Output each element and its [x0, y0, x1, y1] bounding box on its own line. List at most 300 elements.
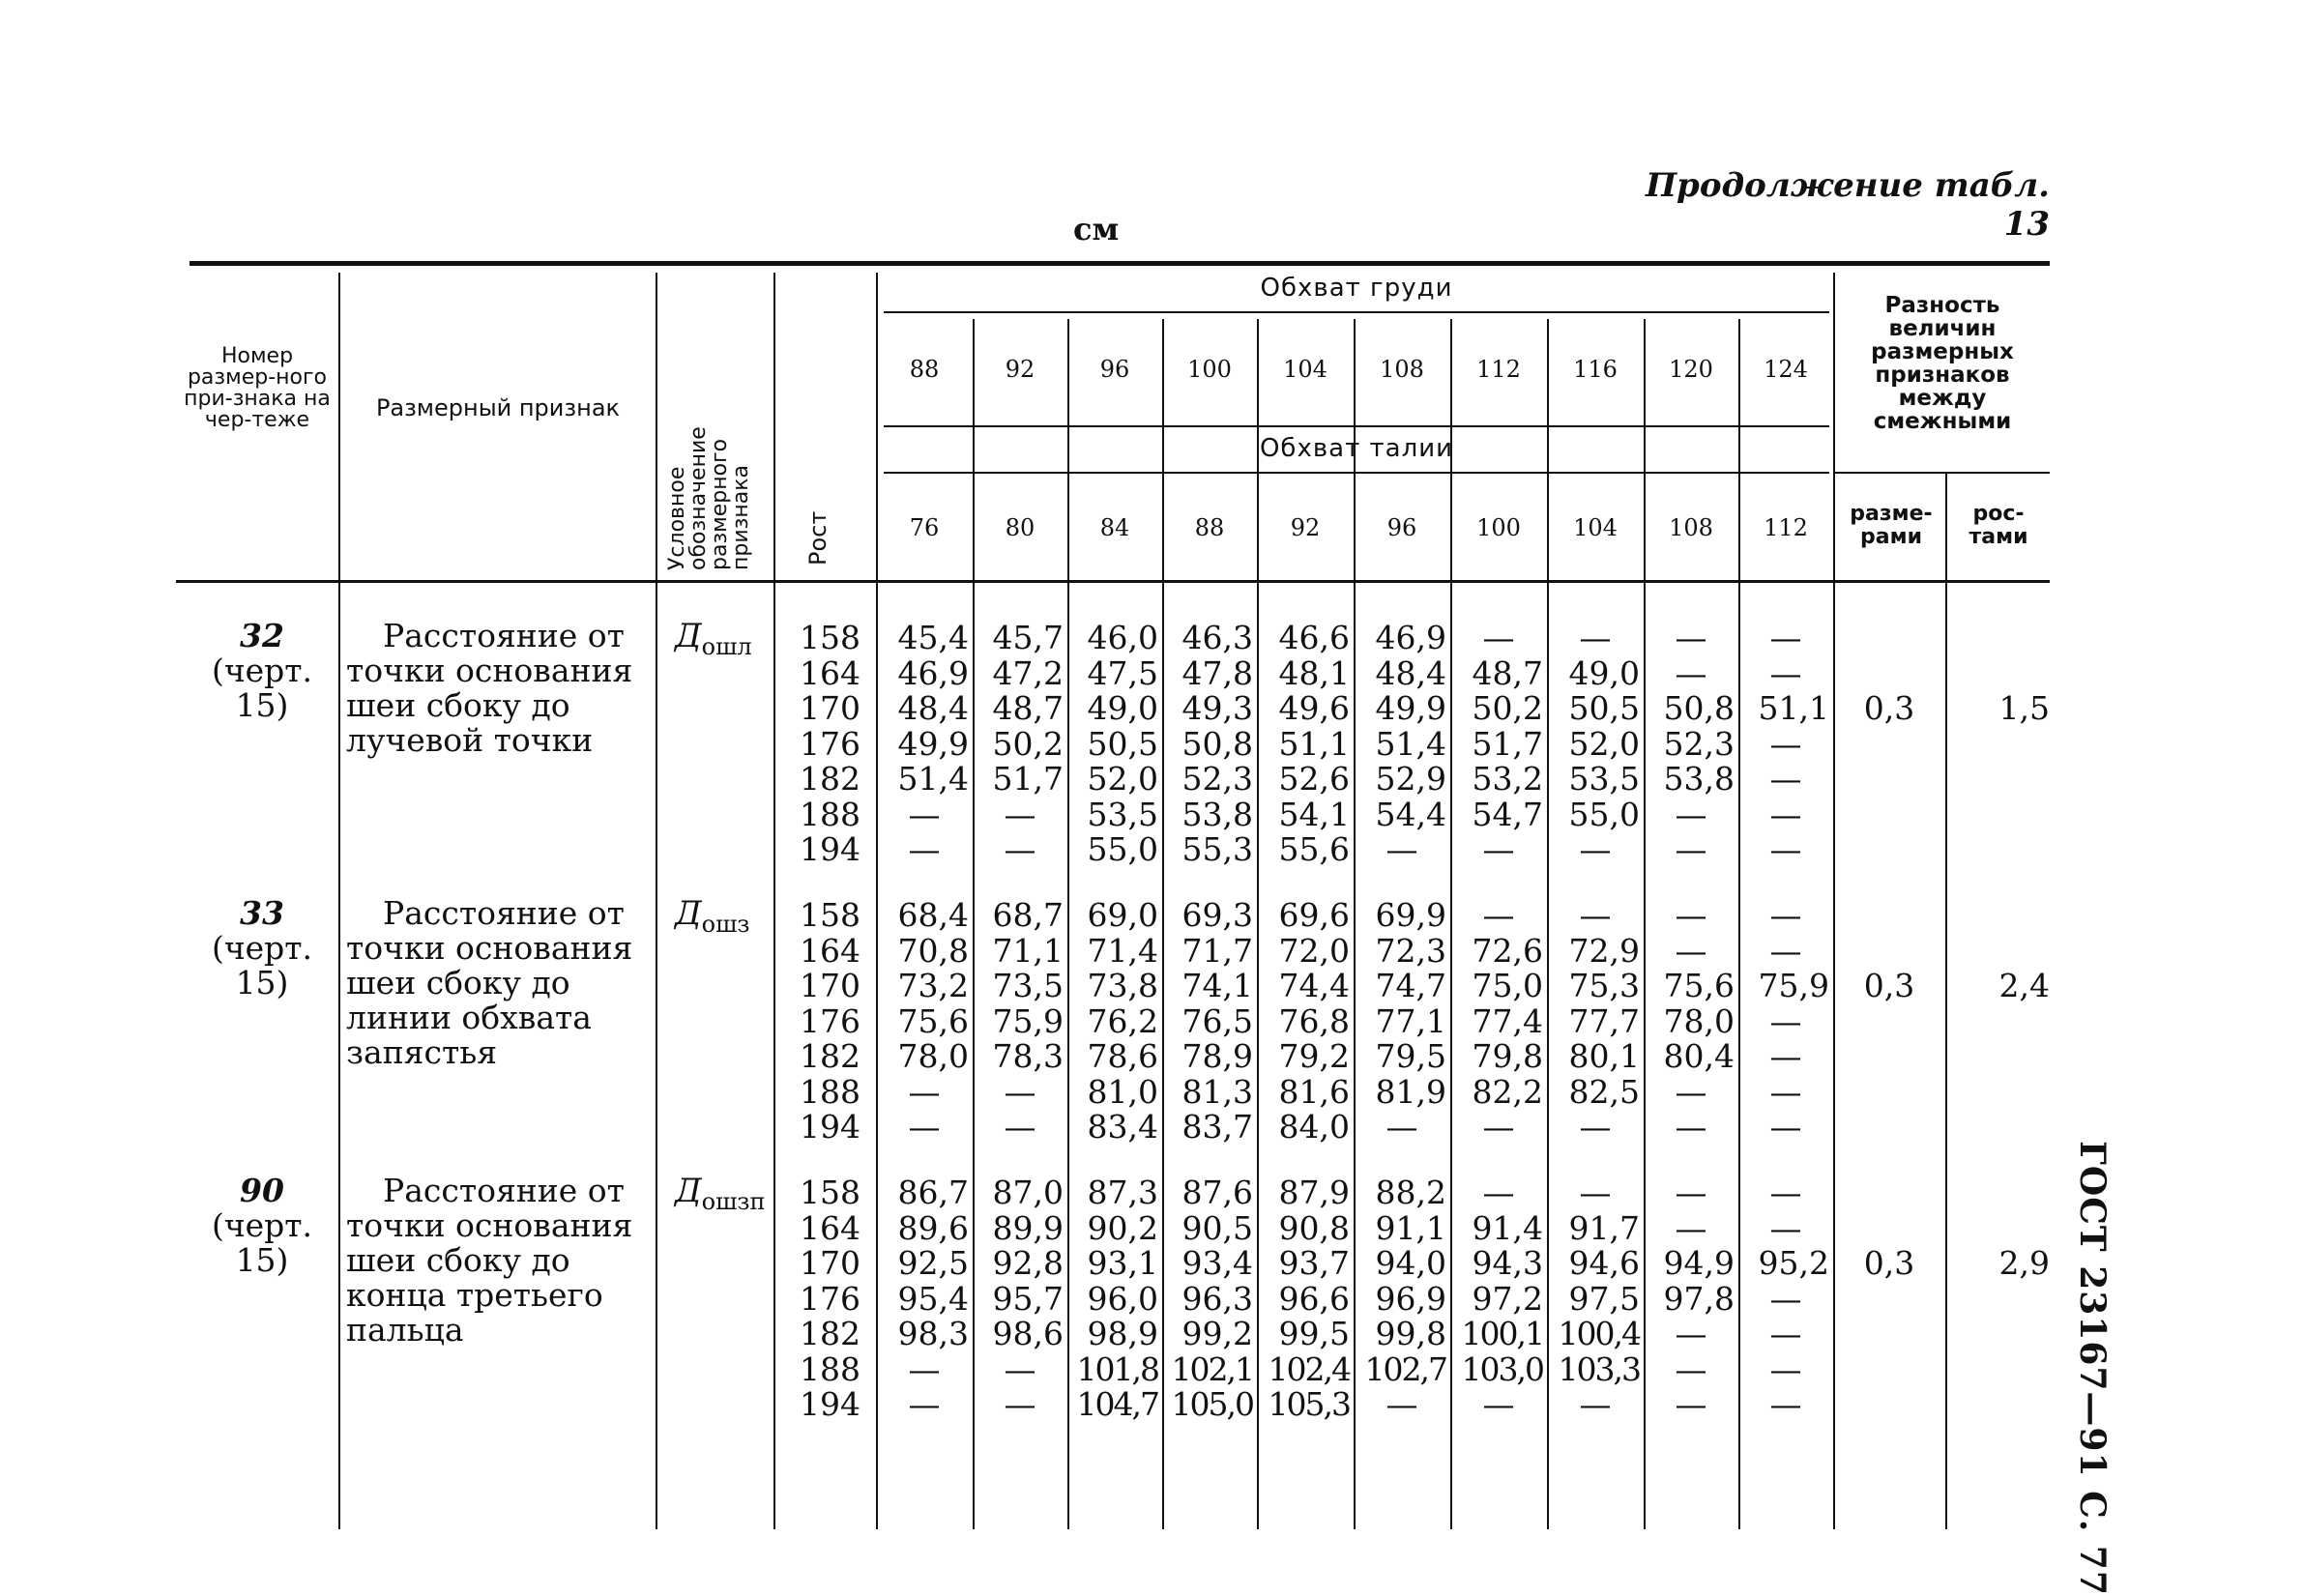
table-cell: 89,9 — [992, 1208, 1064, 1247]
waist-value: 84 — [1099, 514, 1130, 541]
table-cell: 51,4 — [897, 760, 969, 798]
height-value: 188 — [800, 1072, 860, 1111]
table-cell: 82,2 — [1472, 1072, 1543, 1111]
table-cell: 75,6 — [1663, 967, 1735, 1004]
feature-name-line: Расстояние от — [383, 894, 625, 932]
waist-value: 80 — [1005, 514, 1035, 541]
empty-cell: — — [908, 1072, 941, 1111]
empty-cell: — — [1769, 1349, 1802, 1388]
empty-cell: — — [1769, 1108, 1802, 1146]
table-cell: 99,2 — [1181, 1315, 1253, 1352]
table-cell: 48,7 — [1472, 653, 1543, 692]
table-cell: 74,4 — [1278, 967, 1350, 1004]
chest-value: 124 — [1764, 356, 1808, 383]
table-cell: 94,6 — [1568, 1244, 1640, 1282]
table-cell: 93,7 — [1278, 1244, 1350, 1282]
empty-cell: — — [1004, 1349, 1036, 1388]
table-cell: 51,4 — [1375, 724, 1446, 763]
feature-number-value: 33 — [240, 894, 284, 932]
table-cell: 93,4 — [1181, 1244, 1253, 1282]
feature-name-line: Расстояние от — [383, 617, 625, 654]
table-cell: 79,5 — [1375, 1037, 1446, 1075]
height-value: 194 — [800, 830, 860, 868]
table-cell: 90,2 — [1087, 1208, 1158, 1247]
waist-title: Обхват талии — [1259, 434, 1454, 463]
table-cell: 46,9 — [897, 653, 969, 692]
empty-cell: — — [1769, 1279, 1802, 1318]
feature-number — [190, 619, 335, 723]
table-cell: 98,3 — [897, 1315, 969, 1352]
table-cell: 52,3 — [1663, 724, 1735, 763]
header-number: Номер размер-ного при-знака на чер-теже — [184, 344, 331, 432]
empty-cell: — — [1579, 830, 1612, 868]
empty-cell: — — [1482, 830, 1515, 868]
empty-cell: — — [1004, 1385, 1036, 1423]
table-cell: 95,4 — [897, 1279, 969, 1318]
table-cell: 87,6 — [1181, 1174, 1253, 1211]
table-cell: 102,1 — [1171, 1349, 1253, 1388]
feature-symbol-letter: Д — [675, 1172, 702, 1210]
table-cell: 54,4 — [1375, 795, 1446, 833]
empty-cell: — — [1769, 1037, 1802, 1075]
feature-name — [346, 896, 636, 1070]
height-value: 158 — [800, 1174, 860, 1211]
table-cell: 69,0 — [1087, 896, 1158, 934]
height-value: 158 — [800, 896, 860, 934]
table-cell: 95,7 — [992, 1279, 1064, 1318]
feature-name-line: лучевой точки — [346, 721, 594, 759]
feature-name-line: точки основания — [346, 929, 633, 967]
table-cell: 80,4 — [1663, 1037, 1735, 1075]
table-cell: 90,8 — [1278, 1208, 1350, 1247]
empty-cell: — — [1385, 830, 1418, 868]
feature-name — [346, 619, 636, 758]
diff-sizes-header: разме-рами — [1850, 502, 1933, 549]
chest-values-rule — [884, 425, 1829, 427]
empty-cell: — — [1769, 1385, 1802, 1423]
feature-name-line: пальца — [346, 1311, 464, 1349]
feature-symbol — [675, 894, 750, 938]
table-cell: 54,1 — [1278, 795, 1350, 833]
table-cell: 49,9 — [1375, 689, 1446, 727]
table-cell: 47,2 — [992, 653, 1064, 692]
empty-cell: — — [1579, 1385, 1612, 1423]
empty-cell: — — [1482, 1174, 1515, 1211]
chest-value: 104 — [1283, 356, 1327, 383]
table-cell: 75,0 — [1472, 967, 1543, 1004]
empty-cell: — — [1769, 896, 1802, 934]
height-value: 188 — [800, 795, 860, 833]
feature-name — [346, 1174, 636, 1348]
feature-symbol — [675, 617, 752, 660]
table-cell: 48,7 — [992, 689, 1064, 727]
empty-cell: — — [1675, 1349, 1707, 1388]
table-cell: 75,6 — [897, 1001, 969, 1040]
chest-value: 100 — [1187, 356, 1232, 383]
table-cell: 46,9 — [1375, 619, 1446, 656]
table-cell: 103,3 — [1558, 1349, 1640, 1388]
empty-cell: — — [1675, 830, 1707, 868]
empty-cell: — — [1675, 1174, 1707, 1211]
table-cell: 45,4 — [897, 619, 969, 656]
feature-drawing-ref: (черт. 15) — [211, 1206, 313, 1279]
table-cell: 78,0 — [1663, 1001, 1735, 1040]
table-cell: 51,1 — [1758, 689, 1829, 727]
table-cell: 95,2 — [1758, 1244, 1829, 1282]
feature-name-line: линии обхвата — [346, 999, 592, 1036]
table-cell: 55,0 — [1087, 830, 1158, 868]
chest-value: 108 — [1380, 356, 1424, 383]
col-divider — [1833, 273, 1835, 1529]
table-cell: 70,8 — [897, 931, 969, 970]
feature-name-line: запястья — [346, 1033, 498, 1071]
table-cell: 71,7 — [1181, 931, 1253, 970]
waist-value: 100 — [1476, 514, 1521, 541]
table-cell: 87,3 — [1087, 1174, 1158, 1211]
table-cell: 78,3 — [992, 1037, 1064, 1075]
table-cell: 53,5 — [1568, 760, 1640, 798]
table-cell: 53,2 — [1472, 760, 1543, 798]
table-cell: 49,0 — [1087, 689, 1158, 727]
table-cell: 51,1 — [1278, 724, 1350, 763]
table-cell: 81,9 — [1375, 1072, 1446, 1111]
empty-cell: — — [1675, 931, 1707, 970]
table-cell: 50,2 — [1472, 689, 1543, 727]
table-cell: 92,5 — [897, 1244, 969, 1282]
empty-cell: — — [908, 1349, 941, 1388]
table-cell: 91,4 — [1472, 1208, 1543, 1247]
empty-cell: — — [1675, 1385, 1707, 1423]
feature-number-value: 32 — [240, 617, 284, 654]
table-cell: 77,7 — [1568, 1001, 1640, 1040]
header-bottom-rule — [176, 580, 2050, 583]
waist-value: 76 — [909, 514, 940, 541]
table-cell: 83,4 — [1087, 1108, 1158, 1146]
table-cell: 97,2 — [1472, 1279, 1543, 1318]
diff-sizes-value: 0,3 — [1863, 1244, 1915, 1282]
diff-title: Разность величин размерных признаков между смежными — [1871, 293, 2014, 434]
empty-cell: — — [1769, 653, 1802, 692]
chest-value: 116 — [1573, 356, 1618, 383]
empty-cell: — — [1769, 1208, 1802, 1247]
table-cell: 52,6 — [1278, 760, 1350, 798]
empty-cell: — — [1004, 1108, 1036, 1146]
feature-name-line: Расстояние от — [383, 1172, 625, 1209]
table-cell: 96,3 — [1181, 1279, 1253, 1318]
col-divider — [656, 273, 657, 1529]
table-continuation-caption: Продолжение табл. 13 — [1645, 166, 2050, 244]
feature-drawing-ref: (черт. 15) — [211, 929, 313, 1001]
table-cell: 102,4 — [1268, 1349, 1350, 1388]
feature-symbol-subscript: ошз — [701, 910, 750, 938]
feature-drawing-ref: (черт. 15) — [211, 652, 313, 724]
empty-cell: — — [1482, 1385, 1515, 1423]
table-cell: 72,0 — [1278, 931, 1350, 970]
empty-cell: — — [1675, 1108, 1707, 1146]
empty-cell: — — [1769, 1315, 1802, 1352]
height-value: 176 — [800, 724, 860, 763]
col-divider — [338, 273, 340, 1529]
table-cell: 75,9 — [992, 1001, 1064, 1040]
empty-cell: — — [1482, 896, 1515, 934]
table-cell: 77,1 — [1375, 1001, 1446, 1040]
table-cell: 73,2 — [897, 967, 969, 1004]
chest-value: 96 — [1099, 356, 1130, 383]
empty-cell: — — [908, 795, 941, 833]
empty-cell: — — [1004, 830, 1036, 868]
height-value: 164 — [800, 653, 860, 692]
height-value: 182 — [800, 1315, 860, 1352]
feature-number-value: 90 — [240, 1172, 284, 1209]
table-cell: 83,7 — [1181, 1108, 1253, 1146]
table-cell: 91,1 — [1375, 1208, 1446, 1247]
height-value: 194 — [800, 1108, 860, 1146]
chest-value: 120 — [1669, 356, 1713, 383]
table-cell: 50,8 — [1181, 724, 1253, 763]
height-value: 194 — [800, 1385, 860, 1423]
empty-cell: — — [1769, 724, 1802, 763]
table-cell: 105,0 — [1171, 1385, 1253, 1423]
waist-value: 112 — [1764, 514, 1808, 541]
table-cell: 94,9 — [1663, 1244, 1735, 1282]
height-value: 182 — [800, 760, 860, 798]
empty-cell: — — [1579, 896, 1612, 934]
table-cell: 79,2 — [1278, 1037, 1350, 1075]
feature-name-line: точки основания — [346, 652, 633, 689]
table-cell: 71,4 — [1087, 931, 1158, 970]
feature-symbol-letter: Д — [675, 894, 702, 933]
table-cell: 52,0 — [1568, 724, 1640, 763]
empty-cell: — — [1675, 1208, 1707, 1247]
table-cell: 96,0 — [1087, 1279, 1158, 1318]
height-value: 170 — [800, 689, 860, 727]
table-cell: 46,0 — [1087, 619, 1158, 656]
height-value: 164 — [800, 931, 860, 970]
table-cell: 71,1 — [992, 931, 1064, 970]
empty-cell: — — [1482, 619, 1515, 656]
table-cell: 51,7 — [1472, 724, 1543, 763]
empty-cell: — — [1769, 1072, 1802, 1111]
height-value: 176 — [800, 1001, 860, 1040]
empty-cell: — — [1769, 795, 1802, 833]
table-cell: 47,8 — [1181, 653, 1253, 692]
table-cell: 82,5 — [1568, 1072, 1640, 1111]
waist-value: 96 — [1386, 514, 1417, 541]
table-cell: 100,4 — [1558, 1315, 1640, 1352]
table-cell: 92,8 — [992, 1244, 1064, 1282]
table-cell: 48,1 — [1278, 653, 1350, 692]
table-cell: 76,8 — [1278, 1001, 1350, 1040]
table-cell: 68,7 — [992, 896, 1064, 934]
empty-cell: — — [1482, 1108, 1515, 1146]
feature-number — [190, 1174, 335, 1278]
height-value: 170 — [800, 1244, 860, 1282]
table-cell: 53,8 — [1663, 760, 1735, 798]
feature-number — [190, 896, 335, 1001]
table-cell: 88,2 — [1375, 1174, 1446, 1211]
header-feature: Размерный признак — [375, 394, 621, 421]
table-cell: 55,0 — [1568, 795, 1640, 833]
feature-name-line: шеи сбоку до — [346, 1241, 570, 1279]
chest-value: 88 — [909, 356, 940, 383]
empty-cell: — — [1675, 1072, 1707, 1111]
empty-cell: — — [1675, 619, 1707, 656]
empty-cell: — — [1675, 896, 1707, 934]
table-cell: 78,9 — [1181, 1037, 1253, 1075]
empty-cell: — — [1579, 1174, 1612, 1211]
diff-heights-header: рос-тами — [1969, 502, 2028, 549]
table-cell: 50,5 — [1568, 689, 1640, 727]
table-cell: 54,7 — [1472, 795, 1543, 833]
empty-cell: — — [908, 830, 941, 868]
table-cell: 47,5 — [1087, 653, 1158, 692]
table-cell: 73,8 — [1087, 967, 1158, 1004]
table-cell: 74,1 — [1181, 967, 1253, 1004]
table-cell: 94,0 — [1375, 1244, 1446, 1282]
feature-name-line: шеи сбоку до — [346, 686, 570, 724]
empty-cell: — — [1769, 931, 1802, 970]
chest-title-rule — [884, 311, 1829, 313]
table-cell: 49,3 — [1181, 689, 1253, 727]
diff-sizes-value: 0,3 — [1863, 967, 1915, 1004]
empty-cell: — — [1769, 1001, 1802, 1040]
table-cell: 50,2 — [992, 724, 1064, 763]
table-cell: 104,7 — [1076, 1385, 1158, 1423]
waist-title-rule — [884, 472, 1829, 474]
table-cell: 91,7 — [1568, 1208, 1640, 1247]
table-cell: 97,8 — [1663, 1279, 1735, 1318]
table-cell: 72,3 — [1375, 931, 1446, 970]
table-cell: 68,4 — [897, 896, 969, 934]
side-standard-title: ГОСТ 23167—91 С. 77 — [2072, 1141, 2113, 1596]
feature-name-line: конца третьего — [346, 1276, 603, 1314]
height-value: 164 — [800, 1208, 860, 1247]
table-cell: 90,5 — [1181, 1208, 1253, 1247]
table-cell: 49,9 — [897, 724, 969, 763]
table-cell: 78,0 — [897, 1037, 969, 1075]
table-cell: 96,6 — [1278, 1279, 1350, 1318]
table-cell: 52,0 — [1087, 760, 1158, 798]
table-cell: 97,5 — [1568, 1279, 1640, 1318]
table-cell: 52,9 — [1375, 760, 1446, 798]
table-cell: 103,0 — [1461, 1349, 1543, 1388]
chest-value: 92 — [1005, 356, 1035, 383]
table-cell: 99,5 — [1278, 1315, 1350, 1352]
diff-heights-value: 2,9 — [1998, 1244, 2050, 1282]
table-cell: 75,3 — [1568, 967, 1640, 1004]
diff-sizes-value: 0,3 — [1863, 689, 1915, 727]
table-cell: 45,7 — [992, 619, 1064, 656]
table-cell: 50,5 — [1087, 724, 1158, 763]
table-cell: 73,5 — [992, 967, 1064, 1004]
feature-name-line: точки основания — [346, 1206, 633, 1244]
table-cell: 81,0 — [1087, 1072, 1158, 1111]
waist-value: 88 — [1194, 514, 1225, 541]
height-value: 182 — [800, 1037, 860, 1075]
table-cell: 99,8 — [1375, 1315, 1446, 1352]
header-height: Рост — [804, 510, 831, 566]
table-cell: 79,8 — [1472, 1037, 1543, 1075]
table-cell: 78,6 — [1087, 1037, 1158, 1075]
table-cell: 94,3 — [1472, 1244, 1543, 1282]
height-value: 170 — [800, 967, 860, 1004]
table-cell: 81,3 — [1181, 1072, 1253, 1111]
table-cell: 102,7 — [1364, 1349, 1446, 1388]
feature-symbol-subscript: ошл — [701, 632, 752, 660]
table-cell: 87,0 — [992, 1174, 1064, 1211]
empty-cell: — — [1579, 1108, 1612, 1146]
table-cell: 98,9 — [1087, 1315, 1158, 1352]
feature-name-line: шеи сбоку до — [346, 964, 570, 1001]
table-top-rule — [190, 261, 2050, 266]
table-cell: 98,6 — [992, 1315, 1064, 1352]
table-cell: 53,8 — [1181, 795, 1253, 833]
waist-value: 108 — [1669, 514, 1713, 541]
height-value: 158 — [800, 619, 860, 656]
table-cell: 74,7 — [1375, 967, 1446, 1004]
table-cell: 101,8 — [1076, 1349, 1158, 1388]
table-cell: 75,9 — [1758, 967, 1829, 1004]
feature-symbol — [675, 1172, 766, 1215]
table-cell: 48,4 — [1375, 653, 1446, 692]
table-cell: 52,3 — [1181, 760, 1253, 798]
feature-symbol-letter: Д — [675, 617, 702, 655]
empty-cell: — — [1769, 830, 1802, 868]
table-cell: 48,4 — [897, 689, 969, 727]
empty-cell: — — [1004, 1072, 1036, 1111]
empty-cell: — — [1385, 1385, 1418, 1423]
table-cell: 76,5 — [1181, 1001, 1253, 1040]
units-label: см — [1073, 211, 1120, 247]
height-value: 188 — [800, 1349, 860, 1388]
empty-cell: — — [1004, 795, 1036, 833]
table-cell: 81,6 — [1278, 1072, 1350, 1111]
table-cell: 89,6 — [897, 1208, 969, 1247]
table-cell: 84,0 — [1278, 1108, 1350, 1146]
waist-value: 92 — [1290, 514, 1321, 541]
empty-cell: — — [1385, 1108, 1418, 1146]
table-cell: 72,6 — [1472, 931, 1543, 970]
table-cell: 51,7 — [992, 760, 1064, 798]
table-cell: 87,9 — [1278, 1174, 1350, 1211]
table-cell: 46,3 — [1181, 619, 1253, 656]
diff-heights-value: 1,5 — [1998, 689, 2050, 727]
table-cell: 76,2 — [1087, 1001, 1158, 1040]
table-cell: 49,6 — [1278, 689, 1350, 727]
empty-cell: — — [1579, 619, 1612, 656]
table-cell: 69,3 — [1181, 896, 1253, 934]
diff-title-rule — [1835, 472, 2050, 474]
table-cell: 100,1 — [1461, 1315, 1543, 1352]
table-cell: 53,5 — [1087, 795, 1158, 833]
empty-cell: — — [1675, 653, 1707, 692]
table-cell: 77,4 — [1472, 1001, 1543, 1040]
feature-symbol-subscript: ошзп — [701, 1187, 766, 1215]
header-symbol: Условное обозначение размерного признака — [665, 426, 753, 570]
table-cell: 55,3 — [1181, 830, 1253, 868]
height-value: 176 — [800, 1279, 860, 1318]
empty-cell: — — [1769, 619, 1802, 656]
empty-cell: — — [908, 1108, 941, 1146]
empty-cell: — — [1769, 1174, 1802, 1211]
table-cell: 72,9 — [1568, 931, 1640, 970]
table-cell: 105,3 — [1268, 1385, 1350, 1423]
table-cell: 93,1 — [1087, 1244, 1158, 1282]
empty-cell: — — [1769, 760, 1802, 798]
table-cell: 96,9 — [1375, 1279, 1446, 1318]
empty-cell: — — [908, 1385, 941, 1423]
table-cell: 50,8 — [1663, 689, 1735, 727]
